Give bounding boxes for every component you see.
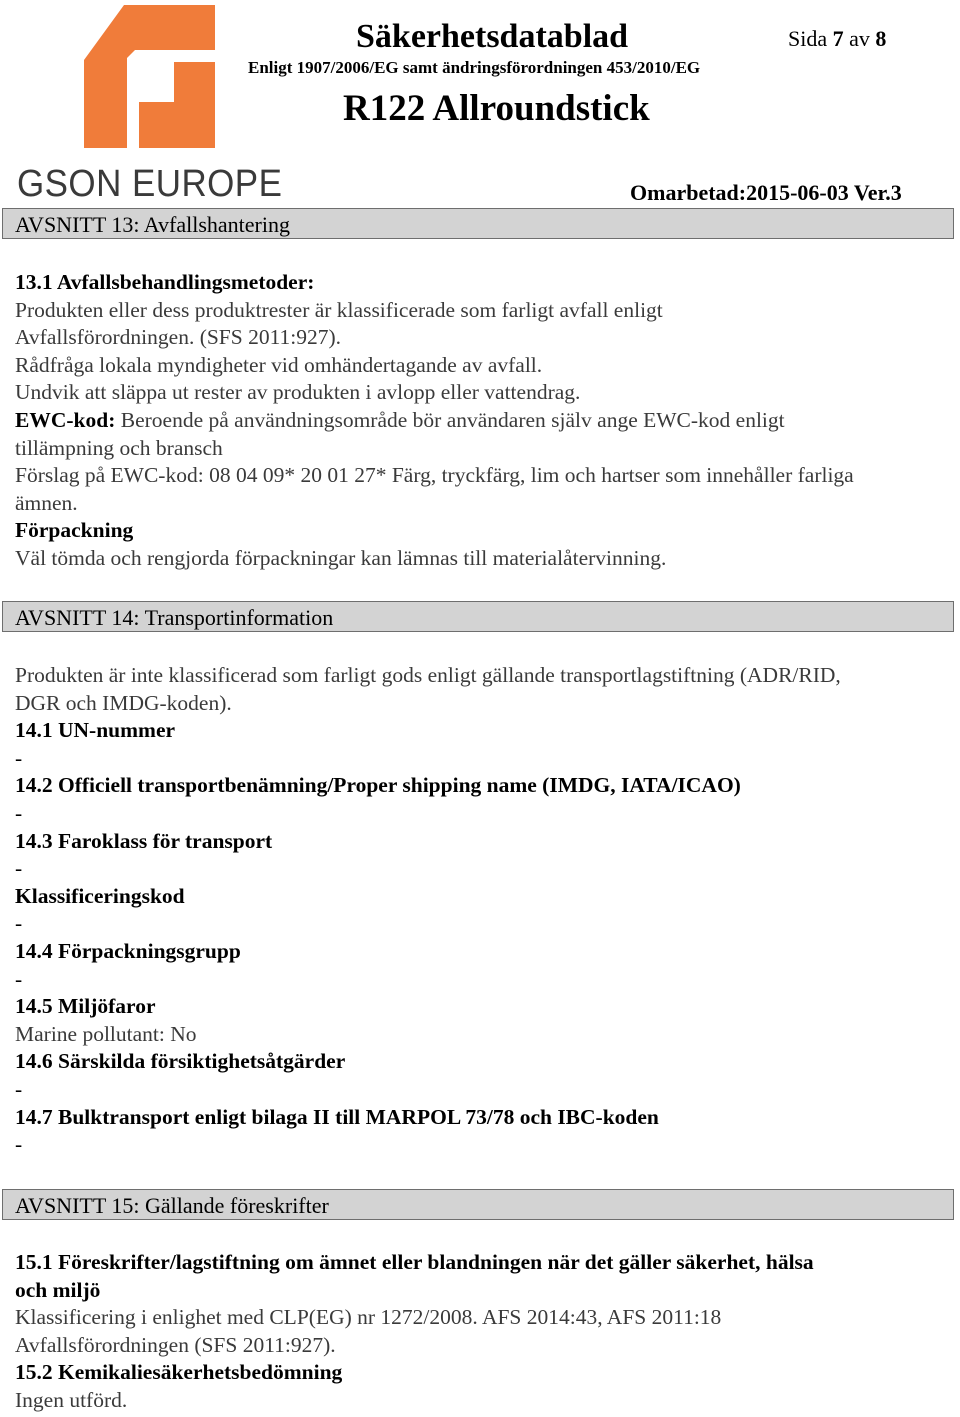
heading-14-3: 14.3 Faroklass för transport [15,828,273,853]
text-line: Rådfråga lokala myndigheter vid omhändertagande av avfall. [15,352,543,377]
revision-info: Omarbetad:2015-06-03 Ver.3 [630,180,902,205]
heading-14-7: 14.7 Bulktransport enligt bilaga II till MARPOL 73/78 och IBC-koden [15,1104,659,1129]
section-13-header [2,208,954,239]
heading-15-1: 15.1 Föreskrifter/lagstiftning om ämnet eller blandningen när det gäller säkerhet, hälsa [15,1250,814,1274]
product-name: R122 Allroundstick [343,88,650,129]
text-line: Klassificering i enlighet med CLP(EG) nr 1272/2008. AFS 2014:43, AFS 2011:18 [15,1305,722,1330]
heading-14-6: 14.6 Särskilda försiktighetsåtgärder [15,1049,346,1074]
heading-classification-code: Klassificeringskod [15,883,185,908]
section-15-title: AVSNITT 15: Gällande föreskrifter [15,1193,329,1218]
text-line: Avfallsförordningen (SFS 2011:927). [15,1332,336,1357]
value-line: - [15,1076,23,1101]
ewc-text: Beroende på användningsområde bör användaren själv ange EWC-kod enligt [115,407,785,432]
section-14-content [15,662,940,1159]
section-13-title: AVSNITT 13: Avfallshantering [15,212,290,237]
section-15-header [2,1189,954,1220]
text-line: tillämpning och bransch [15,435,223,460]
value-line: Marine pollutant: No [15,1021,197,1046]
page-total: 8 [875,26,887,51]
heading-14-2: 14.2 Officiell transportbenämning/Proper shipping name (IMDG, IATA/ICAO) [15,773,741,798]
text-line: Produkten är inte klassificerad som farligt gods enligt gällande transportlagstiftning (ADR/RID, [15,663,841,687]
value-line: - [15,800,23,825]
page-prefix: Sida [788,26,828,51]
text-line: Avfallsförordningen. (SFS 2011:927). [15,325,342,350]
section-13-content [15,269,940,573]
heading-15-2: 15.2 Kemikaliesäkerhetsbedömning [15,1360,343,1385]
value-line: - [15,911,23,936]
section-14-header [2,601,954,632]
page-current: 7 [832,26,844,51]
ewc-label: EWC-kod: [15,407,116,432]
text-line: Undvik att släppa ut rester av produkten i avlopp eller vattendrag. [15,380,581,405]
heading-14-4: 14.4 Förpackningsgrupp [15,938,241,963]
page-separator: av [849,26,870,51]
section-15-content [15,1249,940,1415]
heading-14-1: 14.1 UN-nummer [15,718,176,743]
text-line: Förslag på EWC-kod: 08 04 09* 20 01 27* Färg, tryckfärg, lim och hartser som innehåller farliga [15,463,854,488]
regulation-line: Enligt 1907/2006/EG samt ändringsförordningen 453/2010/EG [248,58,701,77]
page-indicator [788,26,886,52]
text-line: Produkten eller dess produktrester är klassificerade som farligt avfall enligt [15,297,663,322]
heading-14-5: 14.5 Miljöfaror [15,994,156,1019]
document-title: Säkerhetsdatablad [356,18,629,55]
ewc-line [15,407,940,435]
section-14-title: AVSNITT 14: Transportinformation [15,605,334,630]
value-line: - [15,745,23,770]
text-line: DGR och IMDG-koden). [15,690,232,715]
text-line: Väl tömda och rengjorda förpackningar kan lämnas till materialåtervinning. [15,545,667,570]
company-name: GSON EUROPE [17,163,283,205]
heading-13-1: 13.1 Avfallsbehandlingsmetoder: [15,270,315,294]
text-line: Ingen utförd. [15,1387,128,1412]
heading-15-1-cont: och miljö [15,1277,101,1302]
text-line: ämnen. [15,490,78,515]
value-line: - [15,856,23,881]
value-line: - [15,966,23,991]
heading-packaging: Förpackning [15,518,134,543]
value-line: - [15,1132,23,1157]
